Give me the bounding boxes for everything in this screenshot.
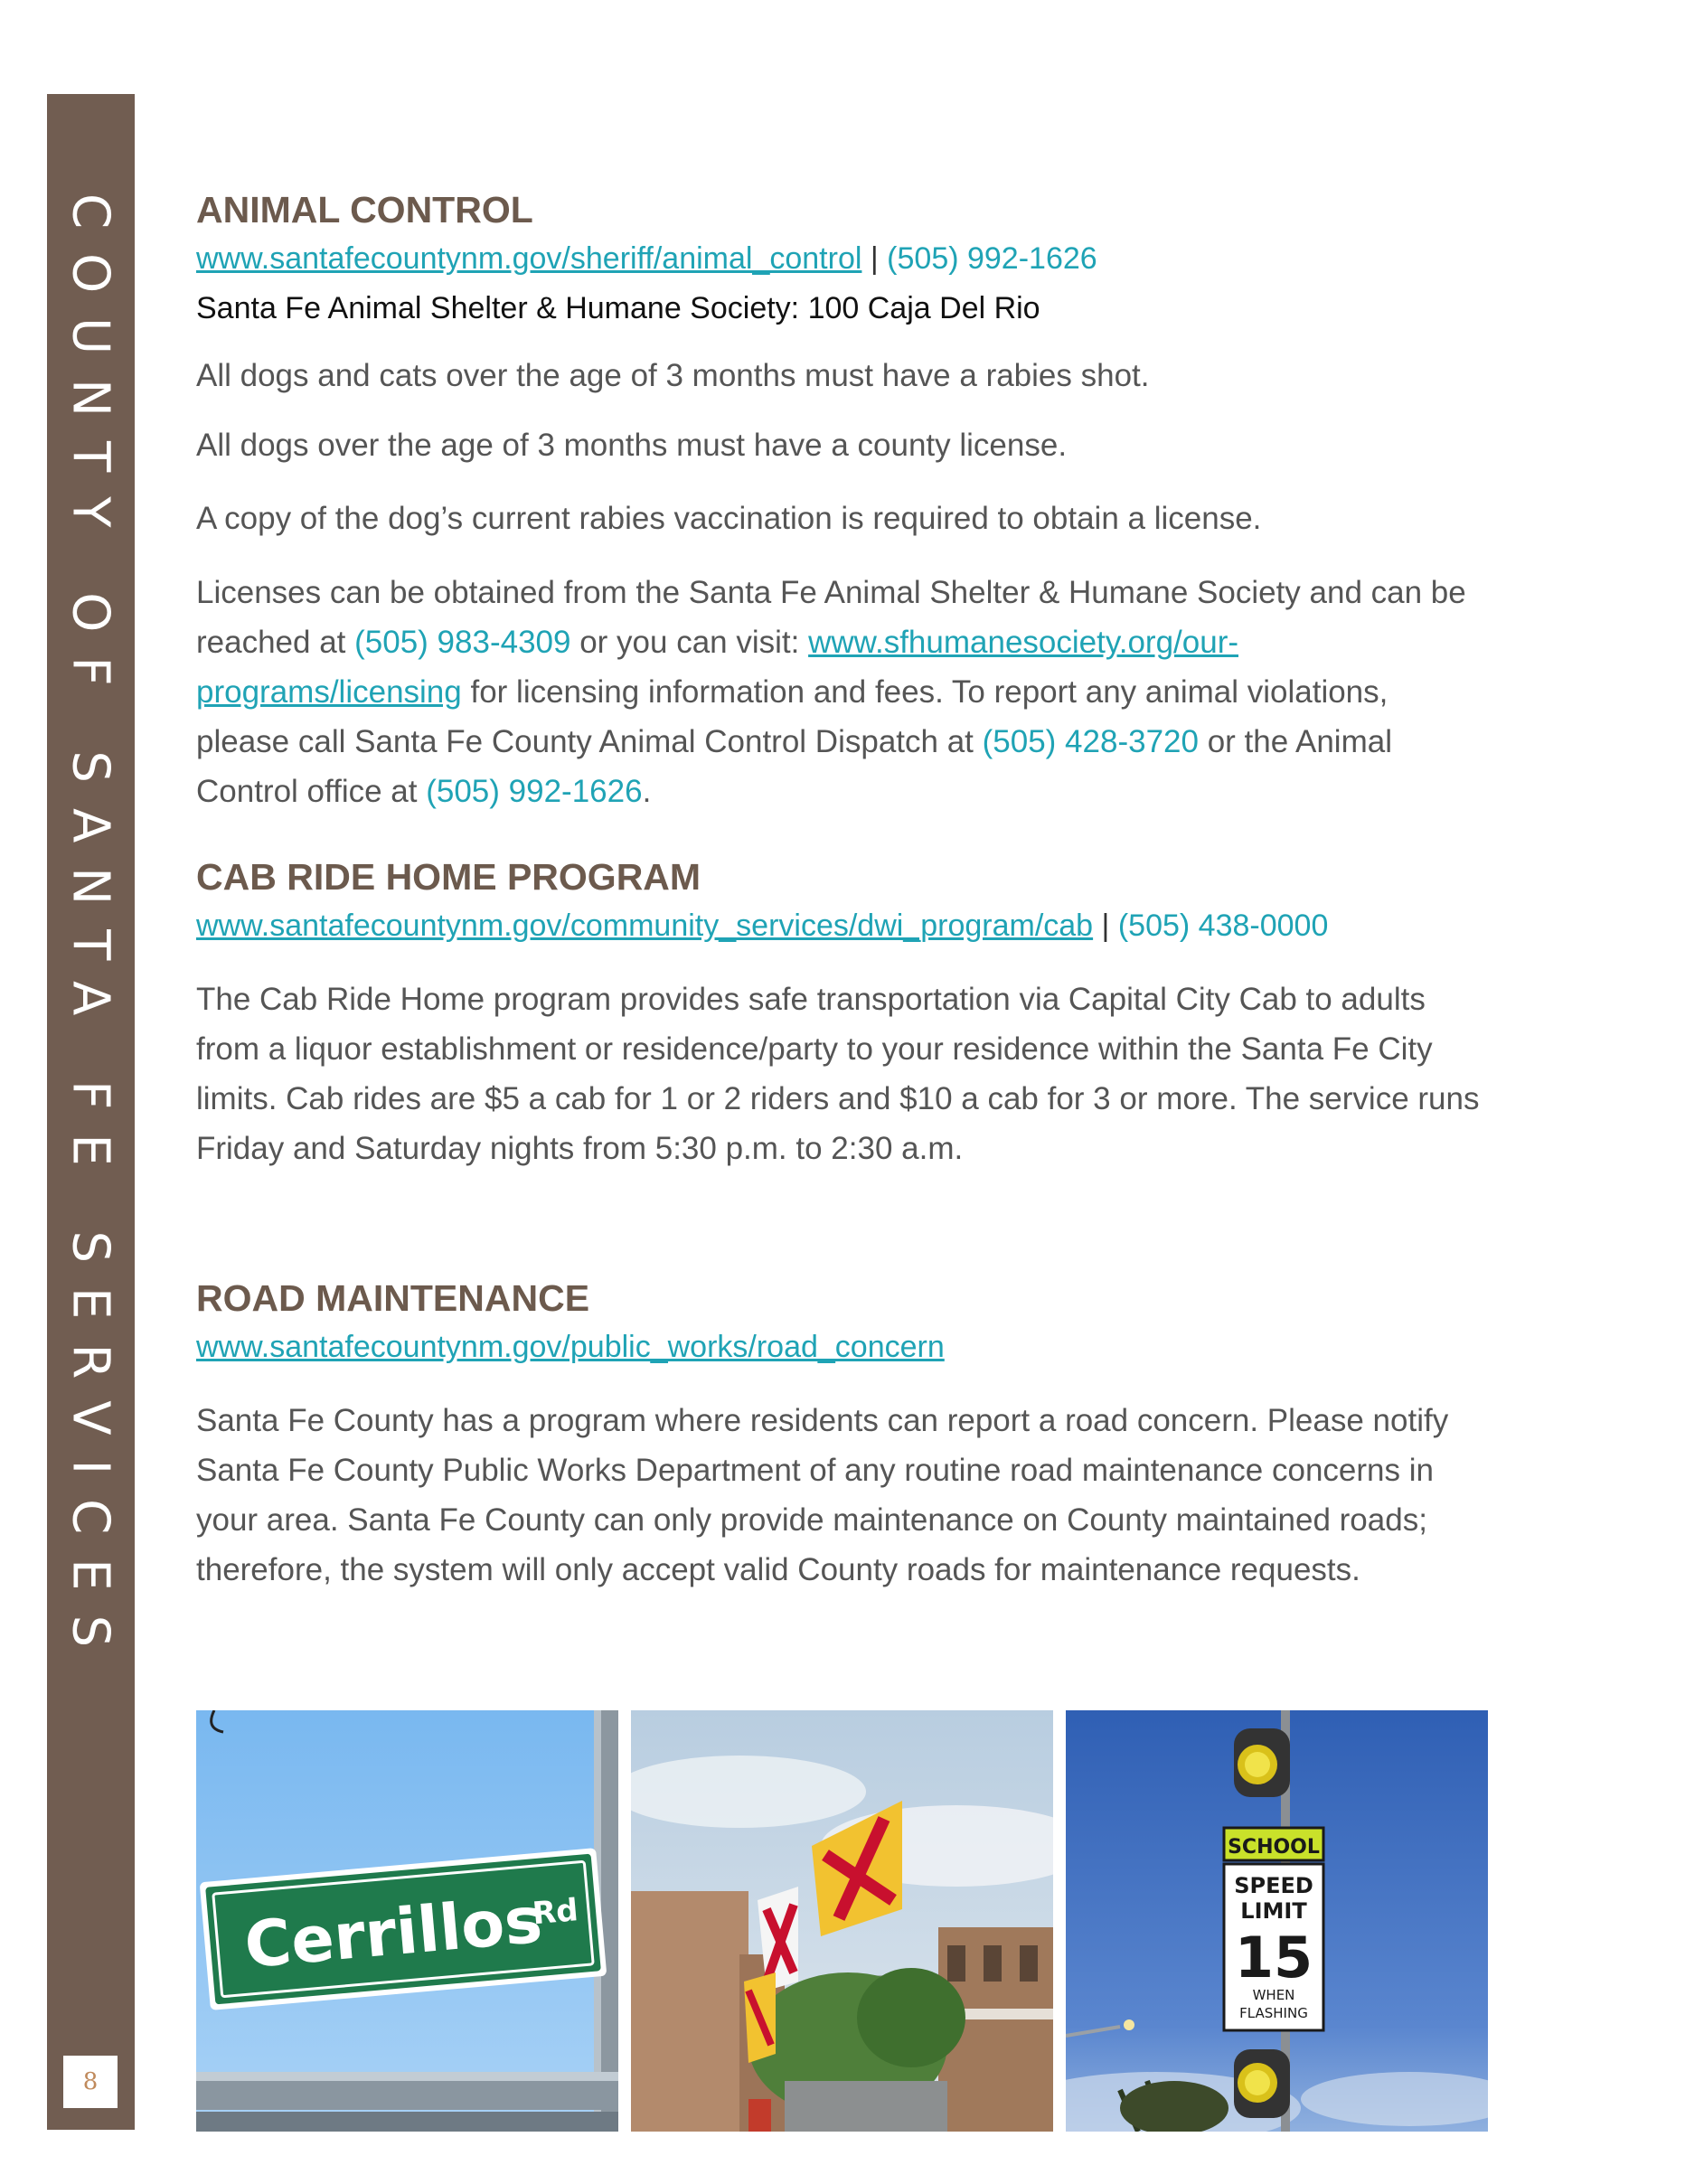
rabies-paragraph: All dogs and cats over the age of 3 months must have a rabies shot. [196, 358, 1150, 393]
shelter-address: Santa Fe Animal Shelter & Humane Society: 100 Caja Del Rio [196, 291, 1040, 325]
plaza-flags-image [631, 1710, 1053, 2132]
text-run: . [642, 774, 652, 809]
contact-line [196, 1322, 1489, 1372]
dispatch-phone[interactable]: (505) 428-3720 [982, 724, 1199, 759]
animal-control-phone[interactable]: (505) 992-1626 [887, 241, 1097, 276]
sidebar-title: COUNTY OF SANTA FE SERVICES [61, 193, 120, 1672]
speed-sign-line3: WHEN [1252, 1987, 1295, 2003]
speed-sign-number: 15 [1234, 1925, 1313, 1991]
animal-control-link[interactable]: www.santafecountynm.gov/sheriff/animal_control [196, 241, 862, 276]
speed-limit-photo [1066, 1710, 1488, 2132]
vaccination-paragraph: A copy of the dog’s current rabies vaccination is required to obtain a license. [196, 501, 1262, 536]
text-run: or the Animal Control office at [196, 724, 1392, 809]
contact-line [196, 900, 1489, 951]
section-heading: ROAD MAINTENANCE [196, 1277, 590, 1319]
street-sign-name: Cerrillos [241, 1882, 545, 1983]
street-sign-suffix: Rd [531, 1892, 580, 1933]
street-sign-image [196, 1710, 618, 2132]
cab-ride-paragraph: The Cab Ride Home program provides safe transportation via Capital City Cab to adults from a liquor establishment or residence/party to your residence within the Santa Fe City limits. Cab rides are $5 a cab for 1 or 2 riders and $10 a cab for 3 or more. The service runs Friday and Saturday nights from 5:30 p.m. to 2:30 a.m. [196, 982, 1480, 1166]
separator: | [870, 241, 879, 276]
license-paragraph: All dogs over the age of 3 months must have a county license. [196, 428, 1068, 463]
speed-limit-image [1066, 1710, 1488, 2132]
cab-ride-phone[interactable]: (505) 438-0000 [1117, 908, 1329, 943]
section-heading: ANIMAL CONTROL [196, 189, 533, 231]
text-run: or you can visit: [570, 625, 809, 660]
speed-sign-line1: SPEED [1234, 1873, 1313, 1898]
section-heading: CAB RIDE HOME PROGRAM [196, 856, 701, 898]
contact-line [196, 233, 1489, 284]
street-sign-photo [196, 1710, 618, 2132]
section-cab-ride [196, 853, 1489, 1173]
cab-ride-link[interactable]: www.santafecountynm.gov/community_services/dwi_program/cab [196, 908, 1094, 943]
road-maintenance-paragraph: Santa Fe County has a program where residents can report a road concern. Please notify Santa Fe County Public Works Department of any routine road maintenance concerns in your area. Santa Fe County can only provide maintenance on County maintained roads; therefore, the system will only accept valid County roads for maintenance requests. [196, 1403, 1449, 1587]
section-road-maintenance [196, 1275, 1489, 1595]
shelter-phone[interactable]: (505) 983-4309 [354, 625, 571, 660]
page-number: 8 [63, 2056, 118, 2108]
text-run: Licenses can be obtained from the Santa Fe Animal Shelter & Humane Society and can be reached at [196, 575, 1466, 660]
road-concern-link[interactable]: www.santafecountynm.gov/public_works/road_concern [196, 1330, 945, 1364]
text-run: for licensing information and fees. To report any animal violations, please call Santa Fe County Animal Control Dispatch at [196, 674, 1388, 759]
plaza-flags-photo [631, 1710, 1053, 2132]
school-sign-text: SCHOOL [1228, 1836, 1320, 1859]
speed-sign-line4: FLASHING [1239, 2005, 1308, 2021]
licensing-paragraph [196, 568, 1489, 816]
humane-society-link[interactable]: www.sfhumanesociety.org/our-programs/licensing [196, 625, 1239, 710]
speed-sign-line2: LIMIT [1240, 1898, 1307, 1924]
office-phone[interactable]: (505) 992-1626 [426, 774, 643, 809]
separator: | [1101, 908, 1110, 943]
section-animal-control [196, 186, 1489, 816]
